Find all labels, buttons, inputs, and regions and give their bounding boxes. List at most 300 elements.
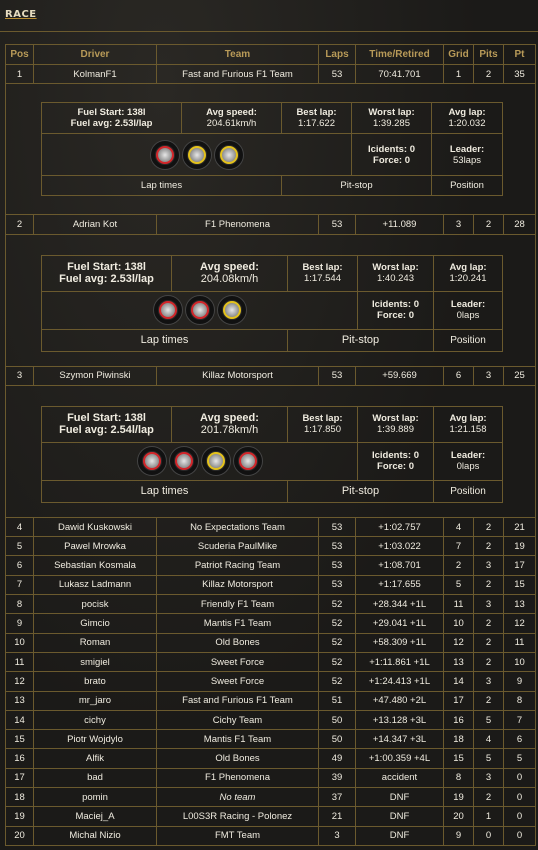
time-cell: +1:17.655 bbox=[356, 575, 444, 594]
time-cell: +1:02.757 bbox=[356, 517, 444, 536]
col-header-pos[interactable]: Pos bbox=[6, 45, 34, 65]
points-cell: 6 bbox=[504, 730, 536, 749]
fuel-avg: Fuel avg: 2.53l/lap bbox=[70, 118, 153, 130]
driver-cell: Sebastian Kosmala bbox=[34, 556, 157, 575]
pits-cell: 1 bbox=[474, 807, 504, 826]
team-cell: F1 Phenomena bbox=[157, 215, 319, 234]
avg-lap-cell bbox=[432, 103, 503, 134]
lap-times-button[interactable]: Lap times bbox=[42, 176, 282, 196]
points-cell: 35 bbox=[504, 65, 536, 84]
driver-cell: Szymon Piwinski bbox=[34, 366, 157, 385]
tyre-icon bbox=[215, 141, 243, 169]
incidents-cell bbox=[358, 291, 434, 329]
team-cell: Scuderia PaulMike bbox=[157, 537, 319, 556]
avg-speed-cell bbox=[182, 103, 282, 134]
tyre-rim bbox=[207, 452, 225, 470]
grid-cell: 18 bbox=[444, 730, 474, 749]
points-cell: 5 bbox=[504, 749, 536, 768]
driver-cell: mr_jaro bbox=[34, 691, 157, 710]
col-header-team[interactable]: Team bbox=[157, 45, 319, 65]
page-title: RACE bbox=[5, 9, 37, 20]
laps-cell: 3 bbox=[319, 826, 356, 845]
pos-cell: 10 bbox=[6, 633, 34, 652]
team-cell: Killaz Motorsport bbox=[157, 366, 319, 385]
pos-cell: 13 bbox=[6, 691, 34, 710]
points-cell: 25 bbox=[504, 366, 536, 385]
avg-speed-cell bbox=[172, 406, 288, 442]
driver-cell: Piotr Wojdylo bbox=[34, 730, 157, 749]
fuel-start: Fuel Start: 138l bbox=[67, 261, 146, 274]
avg-speed-value: 204.08km/h bbox=[200, 273, 259, 286]
pits-cell: 3 bbox=[474, 556, 504, 575]
driver-cell: Michal Nizio bbox=[34, 826, 157, 845]
pits-cell: 3 bbox=[474, 672, 504, 691]
best-lap-cell bbox=[288, 406, 358, 442]
incidents-value: Icidents: 0 bbox=[372, 450, 419, 462]
force-value: Force: 0 bbox=[373, 154, 410, 166]
best-lap-value: 1:17.622 bbox=[298, 118, 335, 130]
grid-cell: 17 bbox=[444, 691, 474, 710]
leader-cell bbox=[434, 442, 503, 480]
time-cell: +1:08.701 bbox=[356, 556, 444, 575]
driver-stats-box bbox=[41, 102, 503, 196]
grid-cell: 16 bbox=[444, 710, 474, 729]
grid-cell: 7 bbox=[444, 537, 474, 556]
table-row[interactable] bbox=[6, 366, 536, 385]
avg-lap-label: Avg lap: bbox=[448, 107, 486, 119]
driver-cell: Maciej_A bbox=[34, 807, 157, 826]
team-cell: FMT Team bbox=[157, 826, 319, 845]
fuel-start: Fuel Start: 138l bbox=[67, 412, 146, 425]
grid-cell: 19 bbox=[444, 788, 474, 807]
worst-lap-value: 1:39.285 bbox=[373, 118, 410, 130]
laps-cell: 52 bbox=[319, 672, 356, 691]
stats-row bbox=[42, 255, 503, 291]
team-cell: Fast and Furious F1 Team bbox=[157, 691, 319, 710]
pos-cell: 3 bbox=[6, 366, 34, 385]
table-row[interactable] bbox=[6, 788, 536, 807]
position-button[interactable]: Position bbox=[434, 480, 503, 502]
points-cell: 7 bbox=[504, 710, 536, 729]
driver-detail-panel bbox=[6, 84, 535, 214]
avg-lap-cell bbox=[434, 255, 503, 291]
grid-cell: 20 bbox=[444, 807, 474, 826]
driver-cell: Alfik bbox=[34, 749, 157, 768]
table-row[interactable] bbox=[6, 633, 536, 652]
leader-value: 0laps bbox=[456, 310, 480, 322]
position-button[interactable]: Position bbox=[432, 176, 503, 196]
grid-cell: 8 bbox=[444, 768, 474, 787]
best-lap-label: Best lap: bbox=[302, 262, 343, 274]
pits-cell: 3 bbox=[474, 366, 504, 385]
pits-cell: 2 bbox=[474, 65, 504, 84]
pits-cell: 2 bbox=[474, 537, 504, 556]
driver-cell: Lukasz Ladmann bbox=[34, 575, 157, 594]
pos-cell: 16 bbox=[6, 749, 34, 768]
stats-row bbox=[42, 406, 503, 442]
tyre-rim bbox=[159, 301, 177, 319]
avg-lap-label: Avg lap: bbox=[449, 413, 487, 425]
pos-cell: 2 bbox=[6, 215, 34, 234]
team-cell: Old Bones bbox=[157, 633, 319, 652]
team-cell: No team bbox=[157, 788, 319, 807]
time-cell: +11.089 bbox=[356, 215, 444, 234]
best-lap-label: Best lap: bbox=[302, 413, 343, 425]
table-row[interactable] bbox=[6, 807, 536, 826]
pits-cell: 3 bbox=[474, 768, 504, 787]
pos-cell: 7 bbox=[6, 575, 34, 594]
team-cell: Killaz Motorsport bbox=[157, 575, 319, 594]
grid-cell: 5 bbox=[444, 575, 474, 594]
stats-row bbox=[42, 103, 503, 134]
pits-cell: 5 bbox=[474, 749, 504, 768]
grid-cell: 3 bbox=[444, 215, 474, 234]
driver-cell: brato bbox=[34, 672, 157, 691]
laps-cell: 53 bbox=[319, 517, 356, 536]
pit-stop-button[interactable]: Pit-stop bbox=[282, 176, 432, 196]
driver-cell: Adrian Kot bbox=[34, 215, 157, 234]
laps-cell: 37 bbox=[319, 788, 356, 807]
tyre-icon bbox=[186, 296, 214, 324]
laps-cell: 50 bbox=[319, 730, 356, 749]
pos-cell: 12 bbox=[6, 672, 34, 691]
grid-cell: 14 bbox=[444, 672, 474, 691]
col-header-laps[interactable]: Laps bbox=[319, 45, 356, 65]
tyre-rim bbox=[191, 301, 209, 319]
time-cell: DNF bbox=[356, 807, 444, 826]
time-cell: +58.309 +1L bbox=[356, 633, 444, 652]
avg-speed-label: Avg speed: bbox=[200, 261, 259, 274]
laps-cell: 53 bbox=[319, 575, 356, 594]
driver-cell: KolmanF1 bbox=[34, 65, 157, 84]
time-cell: +1:03.022 bbox=[356, 537, 444, 556]
pits-cell: 2 bbox=[474, 788, 504, 807]
detail-cell bbox=[6, 84, 536, 215]
best-lap-cell bbox=[288, 255, 358, 291]
table-row[interactable] bbox=[6, 537, 536, 556]
driver-stats-box bbox=[41, 406, 503, 503]
tyre-rim bbox=[175, 452, 193, 470]
leader-value: 53laps bbox=[453, 154, 481, 166]
driver-cell: Dawid Kuskowski bbox=[34, 517, 157, 536]
tyre-strategy-cell bbox=[42, 442, 358, 480]
team-cell: Sweet Force bbox=[157, 672, 319, 691]
table-row[interactable] bbox=[6, 672, 536, 691]
avg-lap-value: 1:21.158 bbox=[449, 424, 487, 436]
race-results-table bbox=[5, 44, 536, 846]
table-row[interactable] bbox=[6, 595, 536, 614]
time-cell: accident bbox=[356, 768, 444, 787]
pos-cell: 4 bbox=[6, 517, 34, 536]
detail-cell bbox=[6, 234, 536, 366]
time-cell: +47.480 +2L bbox=[356, 691, 444, 710]
table-row[interactable] bbox=[6, 691, 536, 710]
points-cell: 13 bbox=[504, 595, 536, 614]
pits-cell: 0 bbox=[474, 826, 504, 845]
tyre-icon bbox=[183, 141, 211, 169]
time-cell: +1:00.359 +4L bbox=[356, 749, 444, 768]
time-cell: +29.041 +1L bbox=[356, 614, 444, 633]
time-cell: DNF bbox=[356, 788, 444, 807]
fuel-cell bbox=[42, 406, 172, 442]
actions-row bbox=[42, 480, 503, 502]
laps-cell: 51 bbox=[319, 691, 356, 710]
avg-lap-value: 1:20.241 bbox=[449, 273, 487, 285]
pits-cell: 2 bbox=[474, 517, 504, 536]
points-cell: 0 bbox=[504, 826, 536, 845]
grid-cell: 10 bbox=[444, 614, 474, 633]
points-cell: 19 bbox=[504, 537, 536, 556]
incidents-cell bbox=[352, 134, 432, 176]
table-row[interactable] bbox=[6, 517, 536, 536]
time-cell: +13.128 +3L bbox=[356, 710, 444, 729]
points-cell: 15 bbox=[504, 575, 536, 594]
table-row[interactable] bbox=[6, 215, 536, 234]
avg-lap-cell bbox=[434, 406, 503, 442]
team-cell: F1 Phenomena bbox=[157, 768, 319, 787]
pos-cell: 20 bbox=[6, 826, 34, 845]
pits-cell: 2 bbox=[474, 575, 504, 594]
worst-lap-label: Worst lap: bbox=[368, 107, 415, 119]
grid-cell: 1 bbox=[444, 65, 474, 84]
position-button[interactable]: Position bbox=[434, 329, 503, 351]
best-lap-value: 1:17.850 bbox=[304, 424, 341, 436]
tyre-icon bbox=[170, 447, 198, 475]
laps-cell: 53 bbox=[319, 556, 356, 575]
tyre-strategy bbox=[44, 447, 355, 475]
pos-cell: 17 bbox=[6, 768, 34, 787]
table-row[interactable] bbox=[6, 710, 536, 729]
tyre-icon bbox=[138, 447, 166, 475]
driver-detail-row bbox=[6, 234, 536, 366]
laps-cell: 52 bbox=[319, 652, 356, 671]
time-cell: +28.344 +1L bbox=[356, 595, 444, 614]
driver-stats-box bbox=[41, 255, 503, 352]
tyre-icon bbox=[202, 447, 230, 475]
pos-cell: 14 bbox=[6, 710, 34, 729]
driver-detail-panel bbox=[6, 235, 535, 366]
driver-detail-row bbox=[6, 385, 536, 517]
table-row[interactable] bbox=[6, 730, 536, 749]
avg-speed-value: 204.61km/h bbox=[206, 118, 257, 130]
avg-lap-value: 1:20.032 bbox=[448, 118, 486, 130]
grid-cell: 15 bbox=[444, 749, 474, 768]
tyre-strategy bbox=[44, 141, 349, 169]
driver-cell: cichy bbox=[34, 710, 157, 729]
grid-cell: 2 bbox=[444, 556, 474, 575]
grid-cell: 13 bbox=[444, 652, 474, 671]
grid-cell: 11 bbox=[444, 595, 474, 614]
best-lap-cell bbox=[282, 103, 352, 134]
laps-cell: 53 bbox=[319, 537, 356, 556]
pit-stop-button[interactable]: Pit-stop bbox=[288, 480, 434, 502]
leader-value: 0laps bbox=[456, 461, 480, 473]
points-cell: 0 bbox=[504, 768, 536, 787]
tyre-strategy bbox=[44, 296, 355, 324]
fuel-avg: Fuel avg: 2.53l/lap bbox=[59, 273, 154, 286]
pits-cell: 5 bbox=[474, 710, 504, 729]
points-cell: 21 bbox=[504, 517, 536, 536]
pos-cell: 1 bbox=[6, 65, 34, 84]
leader-label: Leader: bbox=[449, 143, 485, 155]
driver-cell: pocisk bbox=[34, 595, 157, 614]
grid-cell: 4 bbox=[444, 517, 474, 536]
worst-lap-label: Worst lap: bbox=[372, 262, 419, 274]
table-row[interactable] bbox=[6, 614, 536, 633]
tyre-rim bbox=[223, 301, 241, 319]
pits-cell: 2 bbox=[474, 614, 504, 633]
pits-cell: 2 bbox=[474, 215, 504, 234]
fuel-start: Fuel Start: 138l bbox=[77, 107, 146, 119]
pits-cell: 2 bbox=[474, 633, 504, 652]
tyre-rim bbox=[143, 452, 161, 470]
table-row[interactable] bbox=[6, 826, 536, 845]
tyre-icon bbox=[218, 296, 246, 324]
time-cell: +1:11.861 +1L bbox=[356, 652, 444, 671]
team-cell: Mantis F1 Team bbox=[157, 614, 319, 633]
points-cell: 17 bbox=[504, 556, 536, 575]
pos-cell: 15 bbox=[6, 730, 34, 749]
driver-cell: Gimcio bbox=[34, 614, 157, 633]
avg-speed-label: Avg speed: bbox=[200, 412, 259, 425]
driver-cell: smigiel bbox=[34, 652, 157, 671]
pits-cell: 2 bbox=[474, 691, 504, 710]
points-cell: 0 bbox=[504, 788, 536, 807]
leader-cell bbox=[434, 291, 503, 329]
tyre-strategy-cell bbox=[42, 134, 352, 176]
table-row[interactable] bbox=[6, 652, 536, 671]
pos-cell: 19 bbox=[6, 807, 34, 826]
tyre-icon bbox=[151, 141, 179, 169]
time-cell: +1:24.413 +1L bbox=[356, 672, 444, 691]
lap-times-button[interactable]: Lap times bbox=[42, 329, 288, 351]
col-header-time[interactable]: Time/Retired bbox=[356, 45, 444, 65]
team-cell: No Expectations Team bbox=[157, 517, 319, 536]
laps-cell: 53 bbox=[319, 366, 356, 385]
time-cell: +14.347 +3L bbox=[356, 730, 444, 749]
pos-cell: 18 bbox=[6, 788, 34, 807]
laps-cell: 52 bbox=[319, 595, 356, 614]
time-cell: DNF bbox=[356, 826, 444, 845]
driver-detail-row bbox=[6, 84, 536, 215]
col-header-grid[interactable]: Grid bbox=[444, 45, 474, 65]
team-cell: Patriot Racing Team bbox=[157, 556, 319, 575]
lap-times-button[interactable]: Lap times bbox=[42, 480, 288, 502]
grid-cell: 12 bbox=[444, 633, 474, 652]
table-row[interactable] bbox=[6, 768, 536, 787]
tyres-row bbox=[42, 134, 503, 176]
worst-lap-value: 1:39.889 bbox=[377, 424, 414, 436]
tyre-rim bbox=[220, 146, 238, 164]
tyre-icon bbox=[234, 447, 262, 475]
avg-speed-cell bbox=[172, 255, 288, 291]
laps-cell: 39 bbox=[319, 768, 356, 787]
pos-cell: 6 bbox=[6, 556, 34, 575]
force-value: Force: 0 bbox=[377, 461, 414, 473]
page-header bbox=[0, 0, 538, 32]
worst-lap-cell bbox=[358, 255, 434, 291]
col-header-pits[interactable]: Pits bbox=[474, 45, 504, 65]
time-cell: 70:41.701 bbox=[356, 65, 444, 84]
laps-cell: 21 bbox=[319, 807, 356, 826]
team-cell: Cichy Team bbox=[157, 710, 319, 729]
fuel-cell bbox=[42, 255, 172, 291]
points-cell: 28 bbox=[504, 215, 536, 234]
points-cell: 11 bbox=[504, 633, 536, 652]
team-cell: Sweet Force bbox=[157, 652, 319, 671]
driver-cell: Pawel Mrowka bbox=[34, 537, 157, 556]
fuel-cell bbox=[42, 103, 182, 134]
table-row[interactable] bbox=[6, 65, 536, 84]
team-cell: Mantis F1 Team bbox=[157, 730, 319, 749]
leader-label: Leader: bbox=[450, 299, 486, 311]
table-row[interactable] bbox=[6, 556, 536, 575]
team-cell: Friendly F1 Team bbox=[157, 595, 319, 614]
detail-cell bbox=[6, 385, 536, 517]
table-header-row bbox=[6, 45, 536, 65]
time-cell: +59.669 bbox=[356, 366, 444, 385]
points-cell: 9 bbox=[504, 672, 536, 691]
pos-cell: 9 bbox=[6, 614, 34, 633]
tyres-row bbox=[42, 291, 503, 329]
leader-label: Leader: bbox=[450, 450, 486, 462]
team-cell: Old Bones bbox=[157, 749, 319, 768]
laps-cell: 49 bbox=[319, 749, 356, 768]
avg-lap-label: Avg lap: bbox=[449, 262, 487, 274]
actions-row bbox=[42, 329, 503, 351]
col-header-driver[interactable]: Driver bbox=[34, 45, 157, 65]
points-cell: 10 bbox=[504, 652, 536, 671]
team-cell: Fast and Furious F1 Team bbox=[157, 65, 319, 84]
driver-cell: pomin bbox=[34, 788, 157, 807]
force-value: Force: 0 bbox=[377, 310, 414, 322]
points-cell: 0 bbox=[504, 807, 536, 826]
worst-lap-cell bbox=[352, 103, 432, 134]
worst-lap-label: Worst lap: bbox=[372, 413, 419, 425]
best-lap-label: Best lap: bbox=[296, 107, 337, 119]
worst-lap-cell bbox=[358, 406, 434, 442]
incidents-value: Icidents: 0 bbox=[368, 143, 415, 155]
team-cell: L00S3R Racing - Polonez bbox=[157, 807, 319, 826]
leader-cell bbox=[432, 134, 503, 176]
actions-row bbox=[42, 176, 503, 196]
laps-cell: 53 bbox=[319, 215, 356, 234]
incidents-cell bbox=[358, 442, 434, 480]
col-header-points[interactable]: Pt bbox=[504, 45, 536, 65]
driver-cell: Roman bbox=[34, 633, 157, 652]
grid-cell: 6 bbox=[444, 366, 474, 385]
tyre-rim bbox=[188, 146, 206, 164]
driver-cell: bad bbox=[34, 768, 157, 787]
avg-speed-value: 201.78km/h bbox=[200, 424, 259, 437]
best-lap-value: 1:17.544 bbox=[304, 273, 341, 285]
avg-speed-label: Avg speed: bbox=[206, 107, 257, 119]
points-cell: 12 bbox=[504, 614, 536, 633]
points-cell: 8 bbox=[504, 691, 536, 710]
tyre-strategy-cell bbox=[42, 291, 358, 329]
tyre-icon bbox=[154, 296, 182, 324]
driver-detail-panel bbox=[6, 386, 535, 517]
tyres-row bbox=[42, 442, 503, 480]
incidents-value: Icidents: 0 bbox=[372, 299, 419, 311]
table-row[interactable] bbox=[6, 749, 536, 768]
laps-cell: 53 bbox=[319, 65, 356, 84]
pit-stop-button[interactable]: Pit-stop bbox=[288, 329, 434, 351]
pos-cell: 8 bbox=[6, 595, 34, 614]
pits-cell: 3 bbox=[474, 595, 504, 614]
table-row[interactable] bbox=[6, 575, 536, 594]
pos-cell: 5 bbox=[6, 537, 34, 556]
